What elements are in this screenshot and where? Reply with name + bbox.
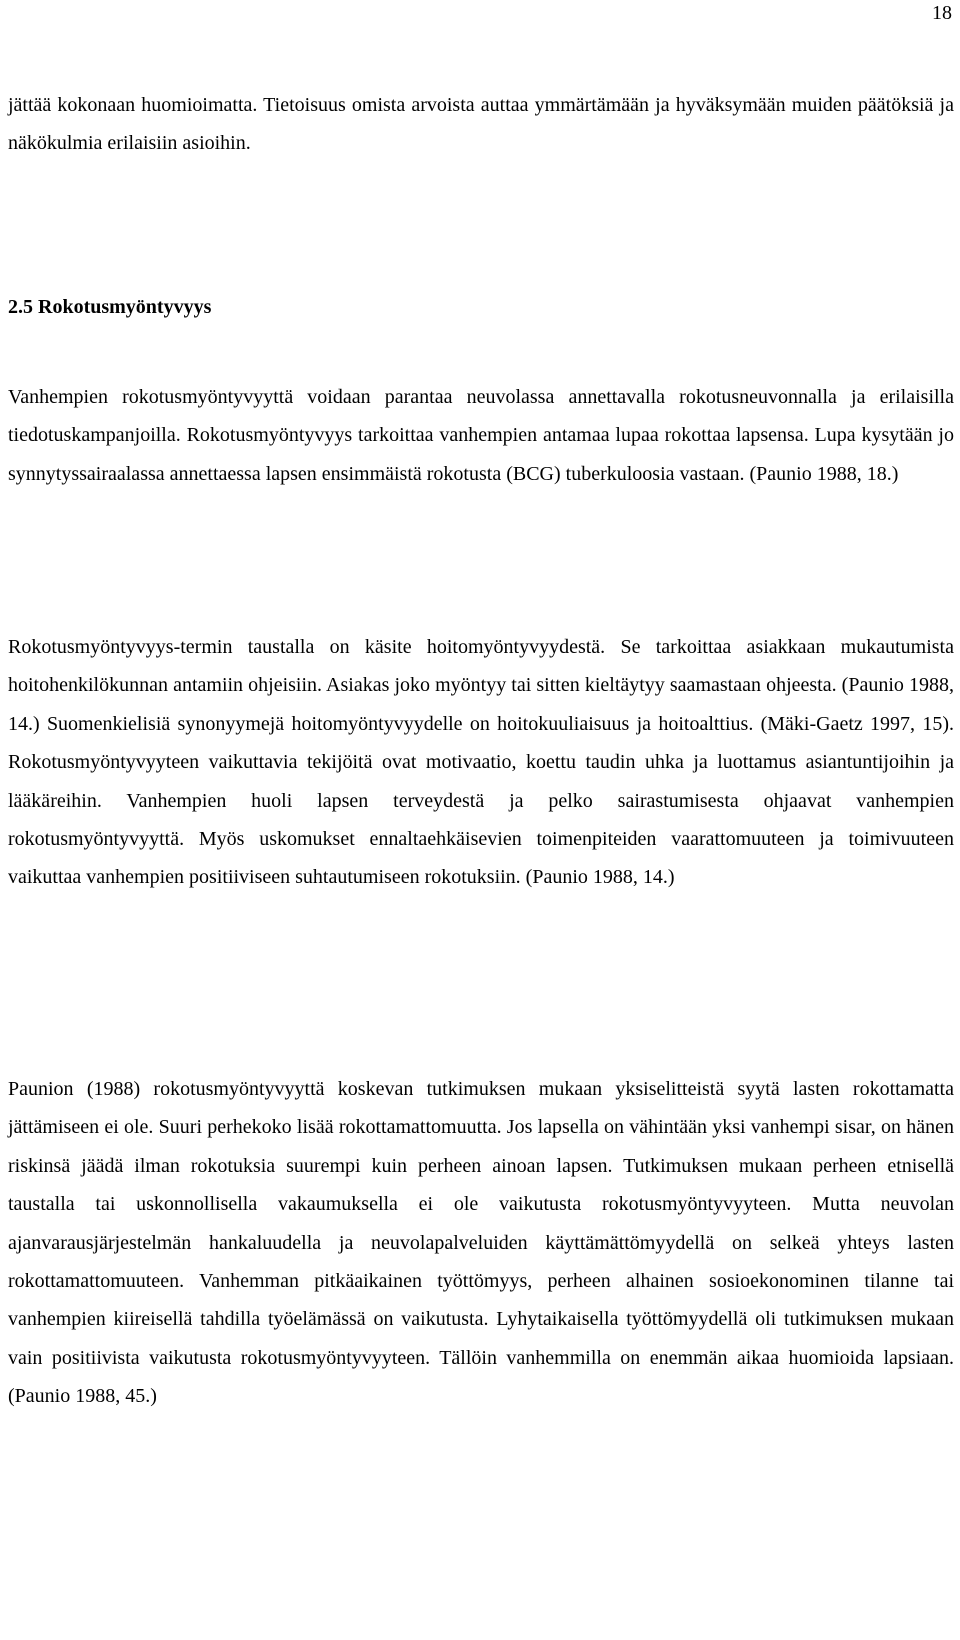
section-heading: 2.5 Rokotusmyöntyvyys [8, 296, 212, 318]
body-paragraph: Rokotusmyöntyvyys-termin taustalla on käsite hoitomyöntyvyydestä. Se tarkoittaa asiakkaan mukautumista hoitohenkilökunnan antamiin ohjeisiin. Asiakas joko myöntyy tai sitten kieltäytyy saamastaan ohjeesta. (Paunio 1988, 14.) Suomenkielisiä synonyymejä hoitomyöntyvyydelle on hoitokuuliaisuus ja hoitoalttius. (Mäki-Gaetz 1997, 15). Rokotusmyöntyvyyteen vaikuttavia tekijöitä ovat motivaatio, koettu taudin uhka ja luottamus asiantuntijoihin ja lääkäreihin. Vanhempien huoli lapsen terveydestä ja pelko sairastumisesta ohjaavat vanhempien rokotusmyöntyvyyttä. Myös uskomukset ennaltaehkäisevien toimenpiteiden vaarattomuuteen ja toimivuuteen vaikuttaa vanhempien positiiviseen suhtautumiseen rokotuksiin. (Paunio 1988, 14.) [8, 636, 954, 889]
body-paragraph: Vanhempien rokotusmyöntyvyyttä voidaan parantaa neuvolassa annettavalla rokotusneuvonnalla ja erilaisilla tiedotuskampanjoilla. Rokotusmyöntyvyys tarkoittaa vanhempien antamaa lupaa rokottaa lapsensa. Lupa kysytään jo synnytyssairaalassa annettaessa lapsen ensimmäistä rokotusta (BCG) tuberkuloosia vastaan. (Paunio 1988, 18.) [8, 386, 954, 485]
intro-paragraph: jättää kokonaan huomioimatta. Tietoisuus omista arvoista auttaa ymmärtämään ja hyväksymään muiden päätöksiä ja näkökulmia erilaisiin asioihin. [8, 94, 954, 155]
page-number: 18 [932, 2, 952, 24]
body-paragraph: Paunion (1988) rokotusmyöntyvyyttä koskevan tutkimuksen mukaan yksiselitteistä syytä lasten rokottamatta jättämiseen ei ole. Suuri perhekoko lisää rokottamattomuutta. Jos lapsella on vähintään yksi vanhempi sisar, on hänen riskinsä jäädä ilman rokotuksia suurempi kuin perheen ainoan lapsen. Tutkimuksen mukaan perheen etnisellä taustalla tai uskonnollisella vakaumuksella ei ole vaikutusta rokotusmyöntyvyyteen. Mutta neuvolan ajanvarausjärjestelmän hankaluudella ja neuvolapalveluiden käyttämättömyydellä on selkeä yhteys lasten rokottamattomuuteen. Vanhemman pitkäaikainen työttömyys, perheen alhainen sosioekonominen tilanne tai vanhempien kiireisellä tahdilla työelämässä on vaikutusta. Lyhytaikaisella työttömyydellä oli tutkimuksen mukaan vain positiivista vaikutusta rokotusmyöntyvyyteen. Tällöin vanhemmilla on enemmän aikaa huomioida lapsiaan. (Paunio 1988, 45.) [8, 1078, 954, 1408]
